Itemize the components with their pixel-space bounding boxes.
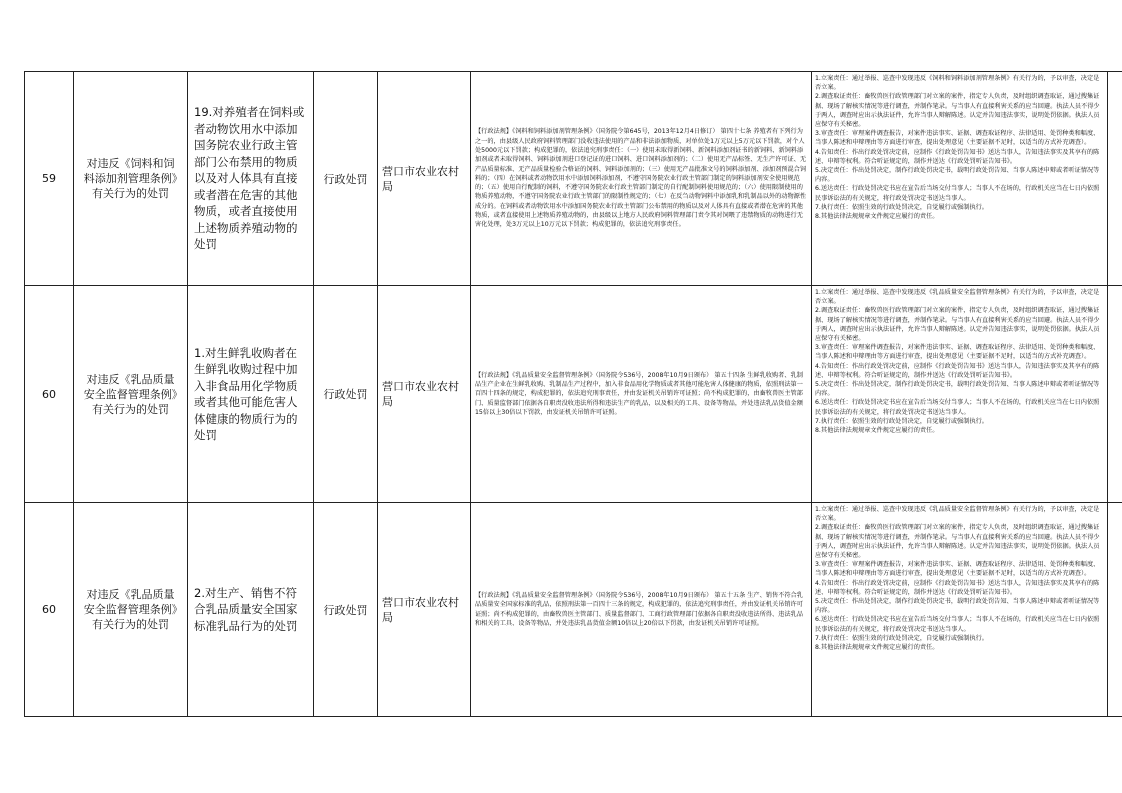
department: 营口市农业农村局 [378, 503, 471, 717]
responsibility-line: 2.调查取证责任：畜牧兽医行政管理部门对立案的案件，指定专人负责，及时组织调查取证，通过搜集证据、现场了解核实情况等进行调查，并制作笔录。与当事人有直接利害关系的应当回避。执法人员不得少于两人，调查时应出示执法证件，允许当事人辩解陈述。认定并告知违法事实，说明处罚依据。执法人员应保守有关秘密。 [815, 524, 1100, 560]
table-row [25, 286, 1122, 503]
power-type: 行政处罚 [314, 286, 378, 503]
responsibility-line: 1.立案责任：通过举报、巡查中发现违反《乳品质量安全监督管理条例》有关行为的，予以审查，决定是否立案。 [815, 506, 1100, 523]
table-row [25, 503, 1122, 717]
responsibilities [812, 286, 1108, 503]
responsibility-line: 3.审查责任：审理案件调查报告，对案件违法事实、证据、调查取证程序、法律适用、处罚种类和幅度、当事人陈述和申辩理由等方面进行审查，提出处理意见（主要证据不足时，以适当的方式补充调查）。 [815, 130, 1100, 147]
responsibility-line: 8.其他法律法规规章文件规定应履行的责任。 [815, 213, 939, 221]
sub-item-name: 1.对生鲜乳收购者在生鲜乳收购过程中加入非食品用化学物质或者其他可能危害人体健康的物质行为的处罚 [188, 286, 314, 503]
responsibility-line: 5.决定责任：作出处罚决定，制作行政处罚决定书，载明行政处罚告知、当事人陈述申辩或者听证情况等内容。 [815, 167, 1100, 184]
remarks-cell [1108, 503, 1122, 717]
responsibility-line: 6.送达责任：行政处罚决定书应在宣告后当场交付当事人；当事人不在场的，行政机关应当在七日内依照民事诉讼法的有关规定，将行政处罚决定书送达当事人。 [815, 399, 1100, 416]
responsibility-line: 3.审查责任：审理案件调查报告，对案件违法事实、证据、调查取证程序、法律适用、处罚种类和幅度、当事人陈述和申辩理由等方面进行审查，提出处理意见（主要证据不足时，以适当的方式补充调查）。 [815, 344, 1100, 361]
responsibility-line: 7.执行责任：依照生效的行政处罚决定，自觉履行或强制执行。 [815, 203, 988, 211]
responsibility-line: 2.调查取证责任：畜牧兽医行政管理部门对立案的案件，指定专人负责，及时组织调查取证，通过搜集证据、现场了解核实情况等进行调查，并制作笔录。与当事人有直接利害关系的应当回避。执法人员不得少于两人，调查时应出示执法证件，允许当事人辩解陈述。认定并告知违法事实，说明处罚依据。执法人员应保守有关秘密。 [815, 307, 1100, 343]
responsibility-line: 7.执行责任：依照生效的行政处罚决定，自觉履行或强制执行。 [815, 634, 988, 642]
legal-basis: 【行政法规】《饲料和饲料添加剂管理条例》（国务院令第645号，2013年12月4日修订） 第四十七条 养殖者有下列行为之一的，由县级人民政府饲料管理部门没收违法使用的产品和非法添加物质，对单位处1万元以上5万元以下罚款，对个人处5000元以下罚款；构成犯罪的，依法追究刑事责任：（一）使用未取得新饲料、新饲料添加剂证书的新饲料、新饲料添加剂或者未取得饲料、饲料添加剂进口登记证的进口饲料、进口饲料添加剂的；（二）使用无产品标签、无生产许可证、无产品质量标准、无产品质量检验合格证的饲料、饲料添加剂的；（三）使用无产品批准文号的饲料添加剂、添加剂预混合饲料的；（四）在饲料或者动物饮用水中添加饲料添加剂，不遵守国务院农业行政主管部门制定的饲料添加剂安全使用规范的；（五）使用自行配制的饲料，不遵守国务院农业行政主管部门制定的自行配制饲料使用规范的；（六）使用限制使用的物质养殖动物，不遵守国务院农业行政主管部门的限制性规定的；（七）在反刍动物饲料中添加乳和乳制品以外的动物源性成分的。在饲料或者动物饮用水中添加国务院农业行政主管部门公布禁用的物质以及对人体具有直接或者潜在危害的其他物质，或者直接使用上述物质养殖动物的，由县级以上地方人民政府饲料管理部门责令其对饲喂了违禁物质的动物进行无害化处理，处3万元以上10万元以下罚款；构成犯罪的，依法追究刑事责任。 [471, 72, 812, 286]
responsibility-line: 8.其他法律法规规章文件规定应履行的责任。 [815, 427, 939, 435]
sub-item-name: 2.对生产、销售不符合乳品质量安全国家标准乳品行为的处罚 [188, 503, 314, 717]
row-number: 60 [25, 503, 74, 717]
responsibility-line: 1.立案责任：通过举报、巡查中发现违反《饲料和饲料添加剂管理条例》有关行为的，予以审查，决定是否立案。 [815, 75, 1100, 92]
responsibility-line: 5.决定责任：作出处罚决定，制作行政处罚决定书，载明行政处罚告知、当事人陈述申辩或者听证情况等内容。 [815, 598, 1100, 615]
responsibility-line: 3.审查责任：审理案件调查报告，对案件违法事实、证据、调查取证程序、法律适用、处罚种类和幅度、当事人陈述和申辩理由等方面进行审查，提出处理意见（主要证据不足时，以适当的方式补充调查）。 [815, 561, 1100, 578]
row-number: 59 [25, 72, 74, 286]
power-item-name: 对违反《饲料和饲料添加剂管理条例》有关行为的处罚 [74, 72, 188, 286]
power-item-name: 对违反《乳品质量安全监督管理条例》有关行为的处罚 [74, 503, 188, 717]
row-number: 60 [25, 286, 74, 503]
department: 营口市农业农村局 [378, 72, 471, 286]
table-row [25, 72, 1122, 286]
responsibility-line: 8.其他法律法规规章文件规定应履行的责任。 [815, 644, 939, 652]
responsibility-line: 1.立案责任：通过举报、巡查中发现违反《乳品质量安全监督管理条例》有关行为的，予以审查，决定是否立案。 [815, 289, 1100, 306]
legal-basis: 【行政法规】《乳品质量安全监督管理条例》（国务院令536号，2008年10月9日颁布） 第五十五条 生产、销售不符合乳品质量安全国家标准的乳品，依照刑法第一百四十三条的规定，构成犯罪的，依法追究刑事责任，并由发证机关吊销许可证照；尚不构成犯罪的，由畜牧兽医主管部门、质量监督部门、工商行政管理部门依据各自职责没收违法所得、违法乳品和相关的工具、设备等物品，并处违法乳品货值金额10倍以上20倍以下罚款，由发证机关吊销许可证照。 [471, 503, 812, 717]
remarks-cell [1108, 72, 1122, 286]
responsibility-line: 4.告知责任：作出行政处罚决定前，应制作《行政处罚告知书》送达当事人，告知违法事实及其享有的陈述、申辩等权利。符合听证规定的，制作并送达《行政处罚听证告知书》。 [815, 362, 1100, 379]
legal-basis: 【行政法规】《乳品质量安全监督管理条例》（国务院令536号，2008年10月9日颁布） 第五十四条 生鲜乳收购者、乳制品生产企业在生鲜乳收购、乳制品生产过程中，加入非食品用化学物质或者其他可能危害人体健康的物质，依照刑法第一百四十四条的规定，构成犯罪的，依法追究刑事责任，并由发证机关吊销许可证照；尚不构成犯罪的，由畜牧兽医主管部门、质量监督部门依据各自职责没收违法所得和违法生产的乳品，以及相关的工具、设备等物品，并处违法乳品货值金额15倍以上30倍以下罚款，由发证机关吊销许可证照。 [471, 286, 812, 503]
responsibility-line: 2.调查取证责任：畜牧兽医行政管理部门对立案的案件，指定专人负责，及时组织调查取证，通过搜集证据、现场了解核实情况等进行调查，并制作笔录。与当事人有直接利害关系的应当回避。执法人员不得少于两人，调查时应出示执法证件，允许当事人辩解陈述。认定并告知违法事实，说明处罚依据。执法人员应保守有关秘密。 [815, 93, 1100, 129]
remarks-cell [1108, 286, 1122, 503]
power-list-table [24, 71, 1122, 717]
responsibility-line: 7.执行责任：依照生效的行政处罚决定，自觉履行或强制执行。 [815, 417, 988, 425]
sub-item-name: 19.对养殖者在饲料或者动物饮用水中添加国务院农业行政主管部门公布禁用的物质以及对人体具有直接或者潜在危害的其他物质，或者直接使用上述物质养殖动物的处罚 [188, 72, 314, 286]
responsibilities [812, 503, 1108, 717]
responsibility-line: 6.送达责任：行政处罚决定书应在宣告后当场交付当事人；当事人不在场的，行政机关应当在七日内依照民事诉讼法的有关规定，将行政处罚决定书送达当事人。 [815, 185, 1100, 202]
responsibility-line: 4.告知责任：作出行政处罚决定前，应制作《行政处罚告知书》送达当事人，告知违法事实及其享有的陈述、申辩等权利。符合听证规定的，制作并送达《行政处罚听证告知书》。 [815, 148, 1100, 165]
responsibility-line: 6.送达责任：行政处罚决定书应在宣告后当场交付当事人；当事人不在场的，行政机关应当在七日内依照民事诉讼法的有关规定，将行政处罚决定书送达当事人。 [815, 616, 1100, 633]
power-item-name: 对违反《乳品质量安全监督管理条例》有关行为的处罚 [74, 286, 188, 503]
responsibility-line: 4.告知责任：作出行政处罚决定前，应制作《行政处罚告知书》送达当事人，告知违法事实及其享有的陈述、申辩等权利。符合听证规定的，制作并送达《行政处罚听证告知书》。 [815, 579, 1100, 596]
power-type: 行政处罚 [314, 503, 378, 717]
power-type: 行政处罚 [314, 72, 378, 286]
department: 营口市农业农村局 [378, 286, 471, 503]
responsibility-line: 5.决定责任：作出处罚决定，制作行政处罚决定书，载明行政处罚告知、当事人陈述申辩或者听证情况等内容。 [815, 381, 1100, 398]
responsibilities [812, 72, 1108, 286]
